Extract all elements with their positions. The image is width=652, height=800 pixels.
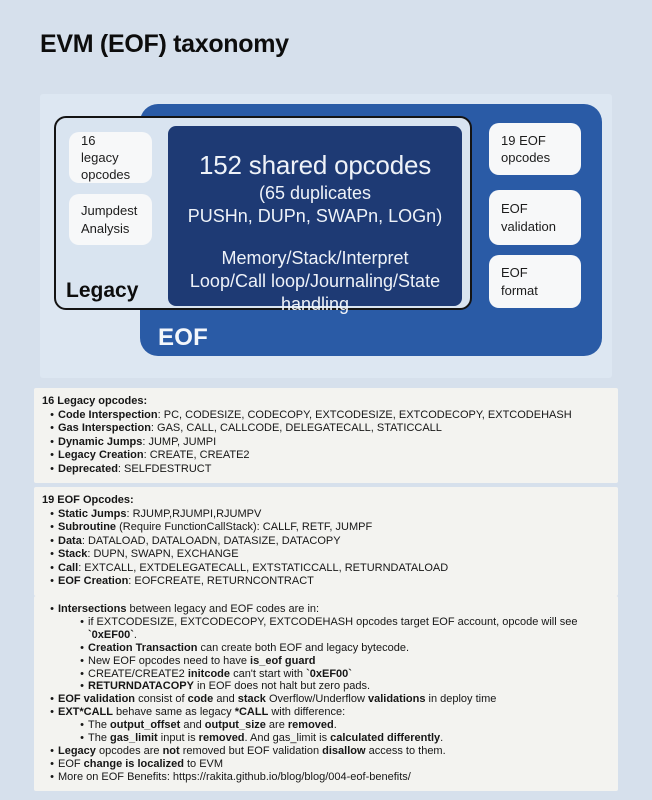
list-item: • if EXTCODESIZE, EXTCODECOPY, EXTCODEHASH opcodes target EOF account, opcode will see `0xEF00`. — [76, 616, 608, 642]
list-item: • EOF validation consist of code and stack Overflow/Underflow validations in deploy time — [46, 693, 608, 706]
bullet-icon: • — [50, 449, 54, 462]
eof-opcodes-box: 19 EOF opcodes — [489, 123, 581, 175]
bullet-icon: • — [80, 680, 84, 693]
eof-format-box: EOF format — [489, 255, 581, 308]
bullet-icon: • — [50, 561, 54, 574]
bullet-icon: • — [50, 462, 54, 475]
list-item: • Intersections between legacy and EOF codes are in: — [46, 603, 608, 616]
bullet-icon: • — [50, 575, 54, 588]
bullet-icon: • — [80, 615, 84, 628]
list-item: • Subroutine (Require FunctionCallStack): CALLF, RETF, JUMPF — [46, 521, 608, 535]
list-item: • New EOF opcodes need to have is_eof guard — [76, 655, 608, 668]
legacy-opcodes-box: 16 legacy opcodes — [69, 132, 152, 183]
shared-opcodes-box — [168, 126, 462, 314]
eof-opcodes-section — [34, 487, 618, 596]
page-title: EVM (EOF) taxonomy — [40, 30, 289, 58]
section-title: 16 Legacy opcodes: — [42, 395, 148, 407]
bullet-icon: • — [50, 693, 54, 706]
legacy-label: Legacy — [66, 279, 139, 302]
bullet-icon: • — [80, 667, 84, 680]
shared-opcodes-body: Memory/Stack/Interpret Loop/Call loop/Journaling/State handling — [189, 248, 441, 314]
list-item: • Gas Interspection: GAS, CALL, CALLCODE, DELEGATECALL, STATICCALL — [46, 422, 608, 436]
bullet-icon: • — [80, 654, 84, 667]
list-item: • The output_offset and output_size are removed. — [76, 719, 608, 732]
list-item: • EXT*CALL behave same as legacy *CALL with difference: — [46, 706, 608, 719]
bullet-icon: • — [50, 435, 54, 448]
eof-validation-box: EOF validation — [489, 190, 581, 245]
bullet-icon: • — [50, 770, 54, 783]
list-item: • Legacy opcodes are not removed but EOF validation disallow access to them. — [46, 745, 608, 758]
list-item: • Static Jumps: RJUMP,RJUMPI,RJUMPV — [46, 508, 608, 522]
list-item: • CREATE/CREATE2 initcode can't start with `0xEF00` — [76, 668, 608, 681]
list-item: • Call: EXTCALL, EXTDELEGATECALL, EXTSTATICCALL, RETURNDATALOAD — [46, 562, 608, 576]
list-item: • More on EOF Benefits: https://rakita.github.io/blog/blog/004-eof-benefits/ — [46, 771, 608, 784]
list-item: • The gas_limit input is removed. And gas_limit is calculated differently. — [76, 732, 608, 745]
bullet-icon: • — [80, 719, 84, 732]
bullet-icon: • — [50, 408, 54, 421]
bullet-icon: • — [80, 641, 84, 654]
shared-opcodes-sub1: (65 duplicates — [258, 183, 372, 203]
bullet-icon: • — [50, 706, 54, 719]
bullet-icon: • — [50, 507, 54, 520]
jumpdest-analysis-box: Jumpdest Analysis — [69, 194, 152, 245]
bullet-icon: • — [50, 422, 54, 435]
bullet-icon: • — [50, 548, 54, 561]
shared-opcodes-sub2: PUSHn, DUPn, SWAPn, LOGn) — [187, 206, 443, 226]
list-item: • Dynamic Jumps: JUMP, JUMPI — [46, 436, 608, 450]
list-item: • Data: DATALOAD, DATALOADN, DATASIZE, DATACOPY — [46, 535, 608, 549]
section-title: 19 EOF Opcodes: — [42, 494, 134, 506]
list-item: • EOF Creation: EOFCREATE, RETURNCONTRACT — [46, 575, 608, 589]
bullet-icon: • — [50, 534, 54, 547]
list-item: • Legacy Creation: CREATE, CREATE2 — [46, 449, 608, 463]
list-item: • RETURNDATACOPY in EOF does not halt but zero pads. — [76, 680, 608, 693]
bullet-icon: • — [50, 521, 54, 534]
eof-label: EOF — [158, 324, 208, 351]
bullet-icon: • — [50, 744, 54, 757]
list-item: • EOF change is localized to EVM — [46, 758, 608, 771]
legacy-region — [54, 116, 472, 314]
legacy-opcodes-section — [34, 388, 618, 483]
eof-notes-section — [34, 596, 618, 791]
list-item: • Deprecated: SELFDESTRUCT — [46, 463, 608, 477]
shared-opcodes-heading: 152 shared opcodes — [198, 150, 432, 180]
bullet-icon: • — [50, 603, 54, 615]
bullet-icon: • — [50, 757, 54, 770]
list-item: • Creation Transaction can create both EOF and legacy bytecode. — [76, 642, 608, 655]
list-item: • Stack: DUPN, SWAPN, EXCHANGE — [46, 548, 608, 562]
list-item: • Code Interspection: PC, CODESIZE, CODECOPY, EXTCODESIZE, EXTCODECOPY, EXTCODEHASH — [46, 409, 608, 423]
bullet-icon: • — [80, 732, 84, 745]
taxonomy-diagram-panel — [40, 94, 612, 378]
